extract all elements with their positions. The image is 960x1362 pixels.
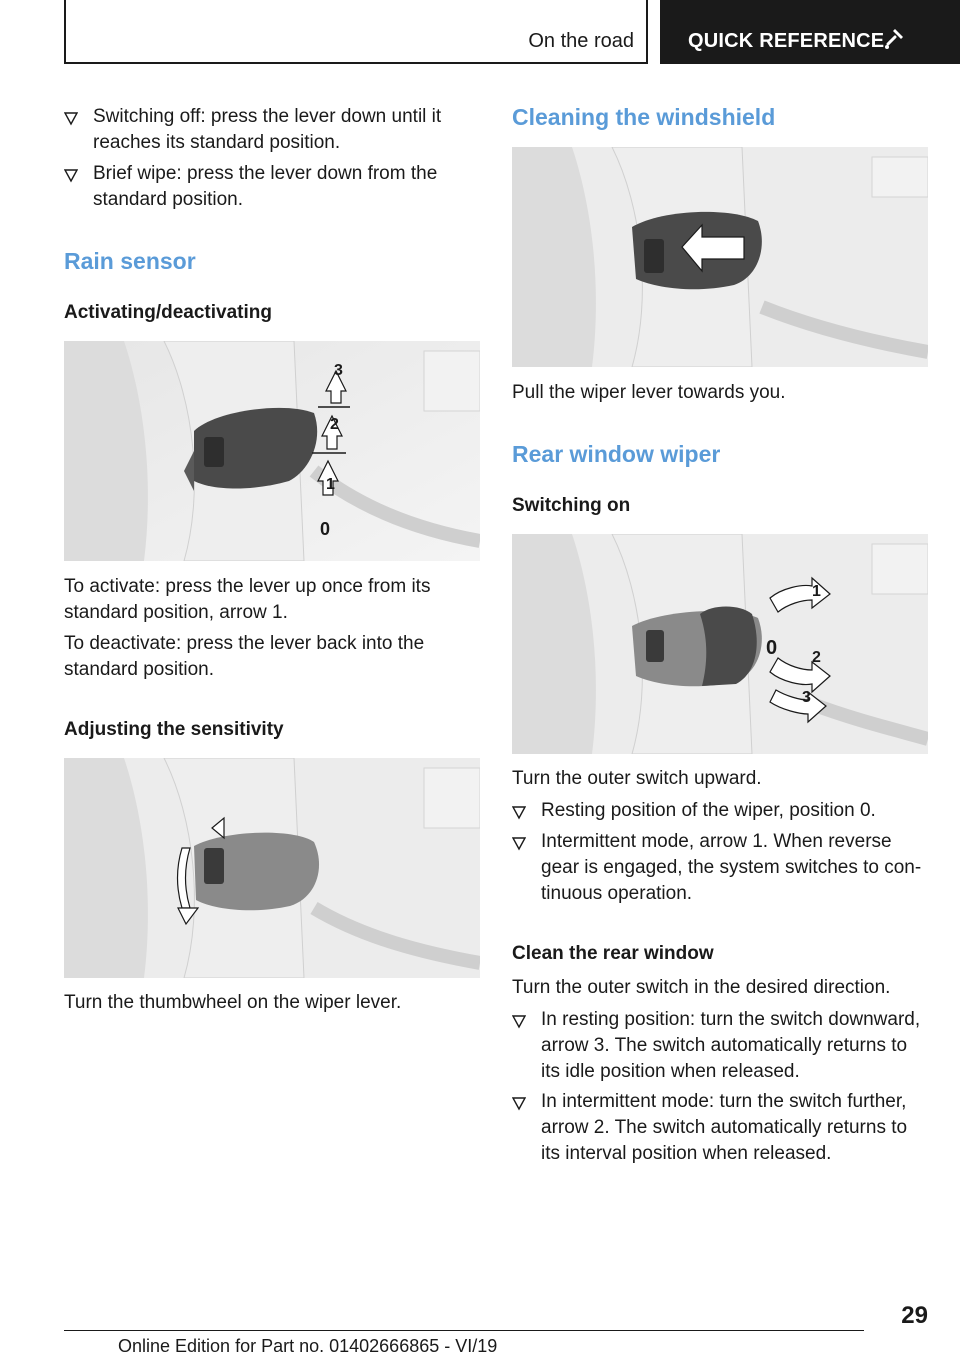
bullet-text: Resting position of the wiper, position 0. bbox=[541, 800, 876, 821]
paragraph: To activate: press the lever up once from its standard position, arrow 1. bbox=[64, 576, 431, 623]
figure-thumbwheel bbox=[64, 758, 480, 978]
triangle-bullet-icon bbox=[512, 830, 526, 856]
bullet-text: Switching off: press the lever down until it reaches its standard position. bbox=[93, 106, 442, 153]
paragraph: Turn the outer switch upward. bbox=[512, 768, 762, 789]
triangle-bullet-icon bbox=[64, 162, 78, 188]
heading-cleaning-windshield: Cleaning the windshield bbox=[512, 104, 776, 130]
paragraph: To deactivate: press the lever back into the standard position. bbox=[64, 633, 425, 680]
arrow-label: 3 bbox=[802, 689, 811, 706]
triangle-bullet-icon bbox=[512, 799, 526, 825]
subheading-clean-rear-window: Clean the rear window bbox=[512, 943, 714, 964]
bullet-text: In intermittent mode: turn the switch further, arrow 2. The switch automatically returns to its interval position when released. bbox=[541, 1091, 908, 1164]
arrow-label: 1 bbox=[326, 476, 335, 493]
list-item bbox=[64, 161, 480, 213]
header-frame bbox=[64, 0, 648, 64]
paragraph: Turn the outer switch in the desired direction. bbox=[512, 977, 891, 998]
bullet-text: Brief wipe: press the lever down from the standard position. bbox=[93, 163, 438, 210]
list-item bbox=[512, 1089, 928, 1167]
subheading-switching-on: Switching on bbox=[512, 495, 631, 516]
figure-pull-lever bbox=[512, 147, 928, 367]
triangle-bullet-icon bbox=[64, 105, 78, 131]
subheading-activating: Activating/deactivating bbox=[64, 302, 272, 323]
arrow-label: 2 bbox=[812, 649, 821, 666]
figure-rear-wiper-switch bbox=[512, 534, 928, 754]
triangle-bullet-icon bbox=[512, 1090, 526, 1116]
bullet-text: In resting position: turn the switch downward, arrow 3. The switch automatically returns to its idle position when released. bbox=[541, 1009, 921, 1082]
wrench-hammer-icon bbox=[882, 26, 908, 52]
heading-rear-window-wiper: Rear window wiper bbox=[512, 441, 721, 467]
arrow-label: 2 bbox=[330, 416, 339, 433]
quick-reference-tab[interactable] bbox=[660, 0, 960, 64]
list-item bbox=[512, 829, 928, 907]
arrow-label: 0 bbox=[766, 637, 778, 659]
footer-edition: Online Edition for Part no. 01402666865 - VI/19 bbox=[118, 1336, 498, 1356]
list-item bbox=[512, 1007, 928, 1085]
triangle-bullet-icon bbox=[512, 1008, 526, 1034]
bullet-text: Intermittent mode, arrow 1. When reverse gear is engaged, the system switches to con-tinuous operation. bbox=[541, 831, 922, 904]
quick-reference-label: QUICK REFERENCE bbox=[688, 30, 885, 52]
footer-rule bbox=[64, 1330, 864, 1331]
section-title: On the road bbox=[528, 30, 634, 52]
subheading-sensitivity: Adjusting the sensitivity bbox=[64, 719, 284, 740]
list-item bbox=[64, 104, 480, 156]
paragraph: Pull the wiper lever towards you. bbox=[512, 382, 786, 403]
figure-rain-sensor-lever bbox=[64, 341, 480, 561]
arrow-label: 0 bbox=[320, 519, 331, 539]
paragraph: Turn the thumbwheel on the wiper lever. bbox=[64, 992, 402, 1013]
arrow-label: 3 bbox=[334, 362, 343, 379]
page-number: 29 bbox=[901, 1302, 928, 1329]
heading-rain-sensor: Rain sensor bbox=[64, 248, 196, 274]
arrow-label: 1 bbox=[812, 583, 821, 600]
list-item bbox=[512, 798, 928, 824]
